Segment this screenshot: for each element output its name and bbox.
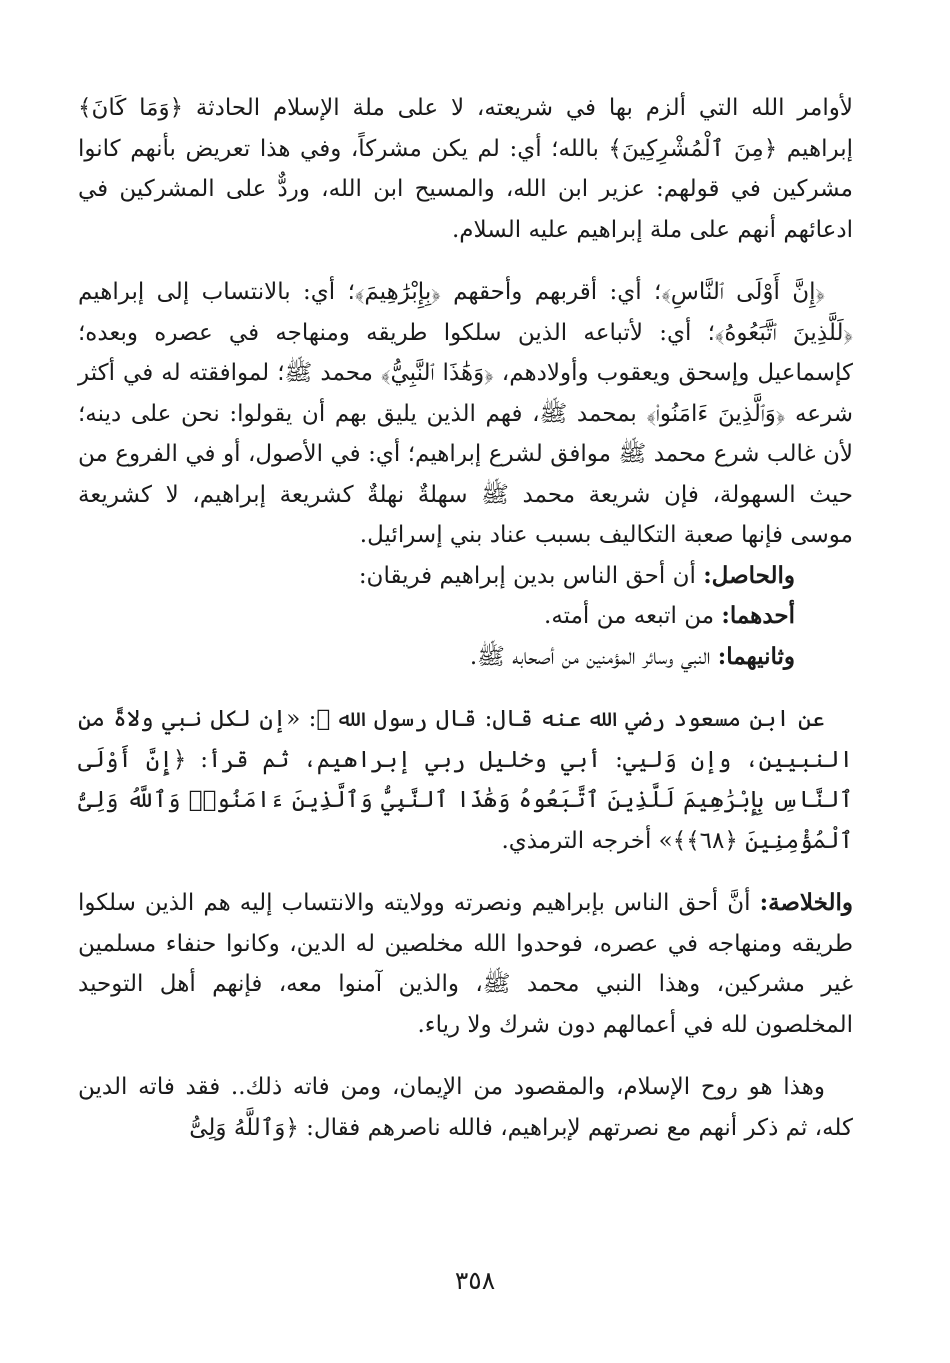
paragraph-intro: لأوامر الله التي ألزم بها في شريعته، لا على ملة الإسلام الحادثة ﴿وَمَا كَانَ﴾ إبراهيم ﴿مِنَ ٱلْمُشْرِكِينَ﴾ بالله؛ أي: لم يكن مشركاً، وفي هذا تعريض بأنهم كانوا مشركين في قولهم: عزير ابن الله، والمسيح ابن الله، وردٌّ على المشركين في ادعائهم أنهم على ملة إبراهيم عليه السلام.: [78, 95, 853, 243]
page-number: ٣٥٨: [454, 1266, 496, 1295]
summary-term: والحاصل:: [703, 561, 795, 589]
first-group-text: من اتبعه من أمته.: [544, 603, 715, 629]
second-group-term: وثانيهما:: [717, 642, 795, 670]
conclusion-paragraph: [78, 883, 853, 1045]
summary-line: [78, 556, 853, 597]
paragraph-commentary: ﴿إِنَّ أَوْلَى ٱلنَّاسِ﴾؛ أي: أقربهم وأحقهم ﴿بِإِبْرَٰهِيمَ﴾؛ أي: بالانتساب إلى إبراهيم ﴿لَلَّذِينَ ٱتَّبَعُوهُ﴾؛ أي: لأتباعه الذين سلكوا طريقه ومنهاجه في عصره وبعده؛ كإسماعيل وإسحق ويعقوب وأولادهم، ﴿وَهَٰذَا ٱلنَّبِيُّ﴾ محمد ﷺ؛ لموافقته له في أكثر شرعه ﴿وَٱلَّذِينَ ءَامَنُوا۟﴾ بمحمد ﷺ، فهم الذين يليق بهم أن يقولوا: نحن على دينه؛ لأن غالب شرع محمد ﷺ موافق لشرع إبراهيم؛ أي: في الأصول، أو في الفروع من حيث السهولة، فإن شريعة محمد ﷺ سهلةٌ نهلةٌ كشريعة إبراهيم، لا كشريعة موسى فإنها صعبة التكاليف بسبب عناد بني إسرائيل.: [78, 279, 853, 548]
conclusion-text: أنَّ أحق الناس بإبراهيم ونصرته وولايته والانتساب إليه هم الذين سلكوا طريقه ومنهاجه في عصره، فوحدوا الله مخلصين له الدين، وكانوا حنفاء مسلمين غير مشركين، وهذا النبي محمد ﷺ، والذين آمنوا معه، فإنهم أهل التوحيد المخلصون لله في أعمالهم دون شرك ولا رياء.: [78, 890, 853, 1038]
second-group-text: النبي وسائر المؤمنين من أصحابه ﷺ.: [469, 643, 711, 670]
closing-paragraph: وهذا هو روح الإسلام، والمقصود من الإيمان، ومن فاته ذلك.. فقد فاته الدين كله، ثم ذكر أنهم مع نصرتهم لإبراهيم، فالله ناصرهم فقال: ﴿وَٱللَّهُ وَلِىُّ: [78, 1074, 853, 1141]
summary-text: أن أحق الناس بدين إبراهيم فريقان:: [358, 562, 696, 589]
second-group-line: [78, 637, 853, 678]
first-group-line: [78, 596, 853, 637]
first-group-term: أحدهما:: [721, 602, 795, 629]
conclusion-term: والخلاصة:: [759, 889, 854, 916]
page-body: [78, 88, 853, 1148]
hadith-paragraph: عن ابن مسعود رضي الله عنه قال: قال رسول الله ﷺ: «إن لكل نبي ولاةً من النبيين، وإن وَليي: أبي وخليل ربي إبراهيم، ثم قرأ: ﴿إِنَّ أَوْلَى ٱلنَّاسِ بِإِبْرَٰهِيمَ لَلَّذِينَ ٱتَّبَعُوهُ وَهَٰذَا ٱلنَّبِيُّ وَٱلَّذِينَ ءَامَنُوا۟ وَٱللَّهُ وَلِىُّ ٱلْمُؤْمِنِينَ ﴿٦٨﴾﴾» أخرجه الترمذي.: [78, 706, 853, 854]
